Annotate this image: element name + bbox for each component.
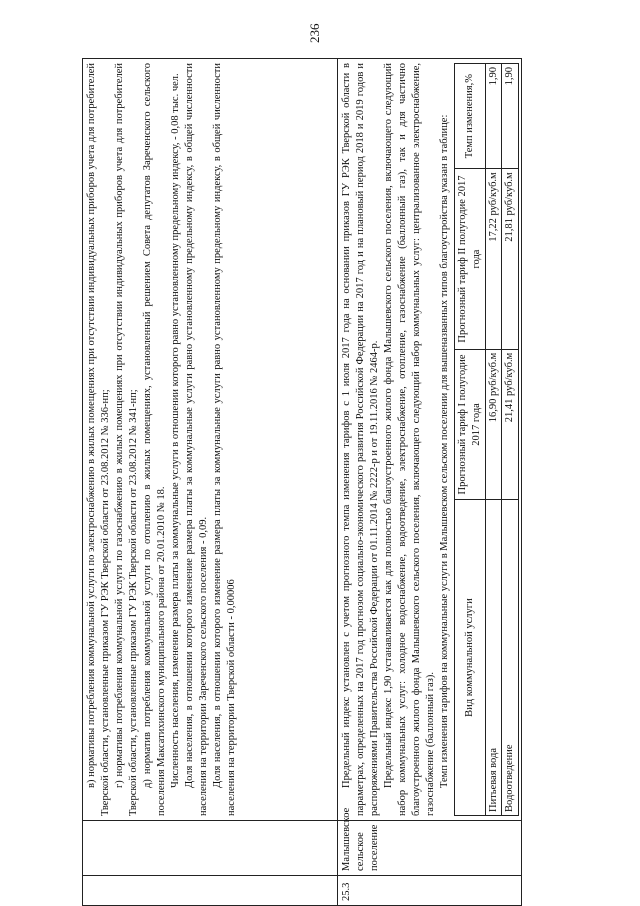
paragraph: д) норматив потребления коммунальной услуги по отоплению в жилых помещениях, установленный решением Совета депутатов Зареченского сельского поселения Максатихинского муниципального района от 20.01.2010 № 18. bbox=[141, 63, 167, 816]
row-number-cell: 25.3 bbox=[338, 876, 522, 906]
paragraph: Доля населения, в отношении которого изменение размера платы за коммунальные услуги равно установленному предельному индексу, в общей численности населения на территории Зареченского сельского поселения - 0,09. bbox=[183, 63, 209, 816]
tariff-change-table bbox=[454, 63, 520, 816]
tariff-h2-cell: 21,81 руб/куб.м bbox=[502, 169, 519, 349]
column-header: Темп изменения,% bbox=[454, 64, 485, 169]
paragraph: Предельный индекс 1,90 устанавливается как для полностью благоустроенного жилого фонда Малышевского сельского поселения, включающего следующий набор коммунальных услуг: холодное водоснабжение, водоотведение, электроснабжение, отопление, газоснабжение (баллонный газ), так и для частично благоустроенного жилого фонда Малышевского сельского поселения, включающего следующий набор коммунальных услуг: централизованное электроснабжение, газоснабжение (баллонный газ). bbox=[382, 63, 436, 816]
tariff-h2-cell: 17,22 руб/куб.м bbox=[485, 169, 502, 349]
settlement-cell bbox=[83, 821, 338, 876]
paragraph: Темп изменения тарифов на коммунальные услуги в Малышевском сельском поселении для вышеназванных типов благоустройства указан в таблице: bbox=[438, 114, 450, 788]
column-header: Вид коммунальной услуги bbox=[454, 500, 485, 816]
table-header-row bbox=[454, 64, 485, 816]
column-header: Прогнозный тариф II полугодие 2017 года bbox=[454, 169, 485, 349]
paragraph: Предельный индекс установлен с учетом прогнозного темпа изменения тарифов с 1 июля 2017 года на основании приказов ГУ РЭК Тверской области в параметрах, определенных на 2017 год прогнозом социально-экономического развития Российской Федерации на 2017 год и на плановый период 2018 и 2019 годов и распоряжениями Правительства Российской Федерации от 01.11.2014 № 2222-р и от 19.11.2016 № 2464-р. bbox=[341, 63, 380, 816]
service-cell: Водоотведение bbox=[502, 500, 519, 816]
paragraph: Доля населения, в отношении которого изменение размера платы за коммунальные услуги равно установленному предельному индексу, в общей численности населения на территории Тверской области - 0,00006 bbox=[211, 63, 237, 816]
tariff-index-table bbox=[82, 58, 522, 906]
table-row bbox=[338, 59, 522, 906]
description-cell bbox=[338, 59, 522, 821]
rotated-page bbox=[82, 58, 570, 906]
tariff-h1-cell: 21,41 руб/куб.м bbox=[502, 349, 519, 499]
table-row bbox=[502, 64, 519, 816]
column-header: Прогнозный тариф I полугодие 2017 года bbox=[454, 349, 485, 499]
table-row bbox=[485, 64, 502, 816]
rate-cell: 1,90 bbox=[502, 64, 519, 169]
row-number-cell bbox=[83, 876, 338, 906]
paragraph: в) нормативы потребления коммунальной услуги по электроснабжению в жилых помещениях при отсутствии индивидуальных приборов учета для потребителей Тверской области, установленные приказом ГУ РЭК Тверской области от 23.08.2012 № 336-нп; bbox=[86, 63, 111, 816]
rate-cell: 1,90 bbox=[485, 64, 502, 169]
service-cell: Питьевая вода bbox=[485, 500, 502, 816]
table-row bbox=[83, 59, 338, 906]
paragraph: г) нормативы потребления коммунальной услуги по газоснабжению в жилых помещениях при отсутствии индивидуальных приборов учета для потребителей Тверской области, установленные приказом ГУ РЭК Тверской области от 23.08.2012 № 341-нп; bbox=[113, 63, 139, 816]
settlement-cell: Малышевское сельское поселение bbox=[338, 821, 522, 876]
landscape-content bbox=[82, 58, 570, 906]
paragraph: Численность населения, изменение размера платы за коммунальные услуги в отношении которого равно установленному предельному индексу, - 0,08 тыс. чел. bbox=[169, 73, 181, 788]
page-number: 236 bbox=[307, 23, 322, 43]
tariff-h1-cell: 16,90 руб/куб.м bbox=[485, 349, 502, 499]
description-cell bbox=[83, 59, 338, 821]
